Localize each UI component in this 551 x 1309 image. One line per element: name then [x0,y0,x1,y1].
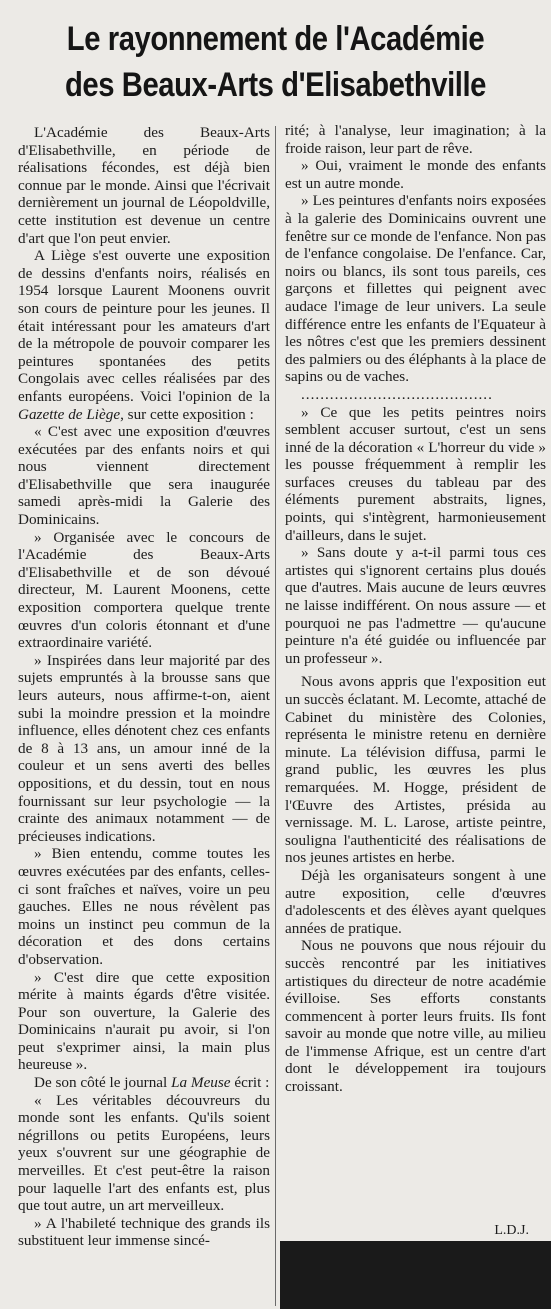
paragraph: « C'est avec une exposition d'œuvres exécutées par des enfants noirs et qui nous viennent directement d'Elisabethville que sera inaugurée samedi après-midi la Galerie des Dominicains. [18,423,270,529]
paragraph [18,1074,270,1092]
paragraph: » Oui, vraiment le monde des enfants est un autre monde. [285,157,546,192]
paragraph [18,247,270,423]
left-column [18,124,270,1250]
paragraph: » C'est dire que cette exposition mérite à maints égards d'être visitée. Pour son ouverture, la Galerie des Dominicains n'aurait pu avoir, si l'on peut s'exprimer ainsi, la main plus heureuse ». [18,968,270,1074]
newspaper-name-la-meuse: La Meuse [171,1074,231,1092]
ellipsis-separator: ........................................ [301,385,493,403]
paragraph: rité; à l'analyse, leur imagination; à la froide raison, leur part de rêve. [285,122,546,157]
paragraph: Déjà les organisateurs songent à une autre exposition, celle d'œuvres d'adolescents et des élèves ayant quelques années de pratique. [285,866,546,937]
title-line-1: Le rayonnement de l'Académie [66,20,485,58]
paragraph: » Sans doute y a-t-il parmi tous ces artistes qui s'ignorent certains plus doués que d'autres. Mais aucune de leurs œuvres ne laisse indifférent. On nous assure — et pourquoi ne pas l'admettre — qu'aucune peinture n'a été guidée ou influencée par un professeur ». [285,544,546,667]
paragraph-text: écrit : [234,1074,270,1092]
right-column [285,122,546,1096]
paragraph: » Inspirées dans leur majorité par des sujets empruntés à la brousse sans que leurs auteurs, nous affirme-t-on, aient subi la moindre pression et la moindre influence, elles dénotent chez ces enfants de 8 à 13 ans, un amour inné de la couleur et un sens averti des belles oppositions, et du dessin, tout en nous fournissant sur leur psychologie — la crainte des animaux notamment — de précieuses indications. [18,651,270,845]
article-title [39,16,513,108]
paragraph: » Ce que les petits peintres noirs semblent accuser surtout, c'est un sens inné de la décoration « L'horreur du vide » les pousse fréquemment à remplir les surfaces creuses du tableau par des éléments purement abstraits, lignes, points, qui s'intègrent, harmonieusement d'ailleurs, dans le sujet. [285,403,546,544]
title-line-2: des Beaux-Arts d'Elisabethville [64,66,486,104]
paragraph: L'Académie des Beaux-Arts d'Elisabethville, en période de réalisations fécondes, est déjà bien connue par le monde. Ainsi que l'écrivait dernièrement un journal de Léopoldville, cette institution est devenue un centre d'art que l'on peut envier. [18,124,270,247]
paragraph: » Organisée avec le concours de l'Académie des Beaux-Arts d'Elisabethville et de son dévoué directeur, M. Laurent Moonens, cette exposition comportera quelque trente œuvres d'un coloris étonnant et d'une extraordinaire variété. [18,528,270,652]
paragraph-text: De son côté le journal [34,1074,168,1092]
paragraph-text: A Liège s'est ouverte une exposition de dessins d'enfants noirs, réalisés en 1954 lorsque Laurent Moonens ouvrit son cours de peinture pour les jeunes. Il était intéressant pour les amateurs d'art de la métropole de pouvoir comparer les peintures spontanées des petits Congolais avec celles réalisées par des enfants européens. Voici l'opinion de la [18,247,270,405]
paragraph-text: , sur cette exposition : [120,405,254,423]
paragraph: » Les peintures d'enfants noirs exposées à la galerie des Dominicains ouvrent une fenêtre sur ce monde de l'enfance. Non pas de l'enfance congolaise. De l'enfance. Car, noirs ou blancs, ils sont tous pareils, ces garçons et fillettes qui peignent avec audace l'image de leur univers. La seule différence entre les enfants de l'Equateur à les nôtres c'est que les premiers dessinent des palmiers ou des éléphants à la place de sapins ou de vaches. [285,192,546,386]
paragraph: Nous avons appris que l'exposition eut un succès éclatant. M. Lecomte, attaché de Cabinet du ministère des Colonies, représenta le ministre retenu en dernière minute. La télévision diffusa, parmi le grand public, les œuvres les plus remarquées. M. Hogge, président de l'Œuvre des Artistes, présida au vernissage. M. L. Larose, artiste peintre, souligna l'authenticité des réalisations de nos jeunes artistes en herbe. [285,673,546,867]
paragraph: Nous ne pouvons que nous réjouir du succès rencontré par les initiatives artistiques du directeur de notre académie évilloise. Ses efforts constants commencent à porter leurs fruits. Ils font savoir au monde que notre ville, au milieu de l'immense Afrique, est un centre d'art dont le développement ira toujours croissant. [285,937,546,1096]
column-divider [275,126,276,1306]
paragraph: » Bien entendu, comme toutes les œuvres exécutées par des enfants, celles-ci sont fraîches et naïves, voire un peu gauches. Elles ne nous révèlent pas moins un instinct peu commun de la décoration et des dons certains d'observation. [18,845,270,968]
paragraph: » A l'habileté technique des grands ils substituent leur immense sincé- [18,1214,270,1250]
black-margin-block [280,1241,551,1309]
author-signature: L.D.J. [494,1223,529,1238]
newspaper-name-gazette: Gazette de Liège [18,405,121,423]
paragraph: « Les véritables découvreurs du monde sont les enfants. Qu'ils soient négrillons ou petits Européens, leurs yeux s'ouvrent sur une géographie de merveilles. Et c'est peut-être la raison pour laquelle l'art des enfants est, plus que tout autre, un art merveilleux. [18,1091,270,1215]
